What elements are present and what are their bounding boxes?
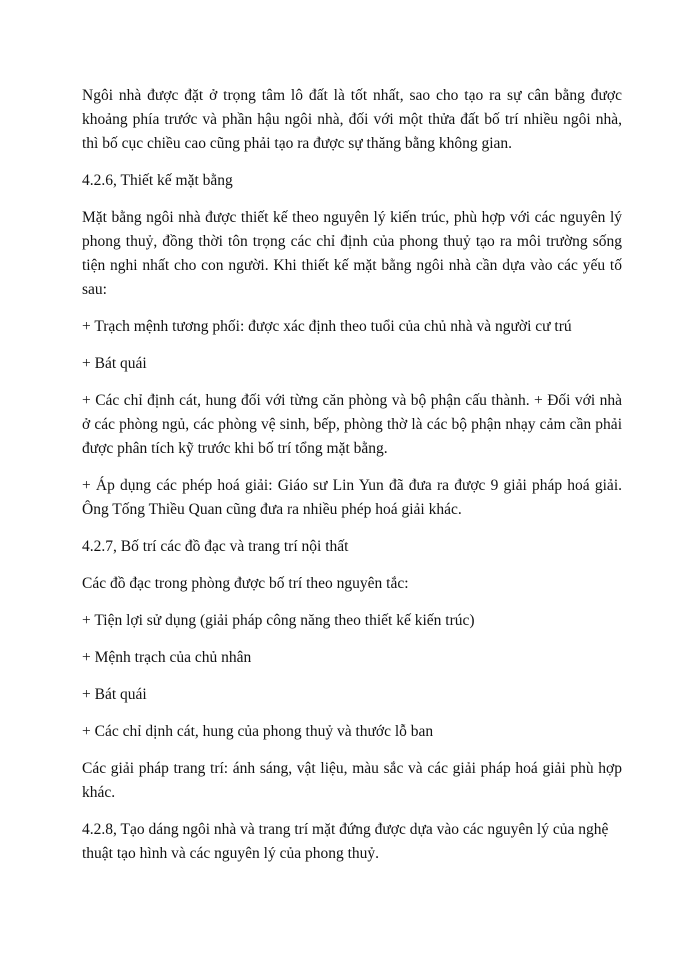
document-body (82, 84, 622, 879)
section-heading-4-2-8: 4.2.8, Tạo dáng ngôi nhà và trang trí mặt đứng được dựa vào các nguyên lý của nghệ thuật tạo hình và các nguyên lý của phong thuỷ. (82, 821, 609, 862)
list-item-hoa-giai: + Áp dụng các phép hoá giải: Giáo sư Lin Yun đã đưa ra được 9 giải pháp hoá giải. Ông Tống Thiều Quan cũng đưa ra nhiều phép hoá giải khác. (82, 477, 622, 518)
paragraph-house-placement: Ngôi nhà được đặt ở trọng tâm lô đất là tốt nhất, sao cho tạo ra sự cân bằng được khoảng phía trước và phần hậu ngôi nhà, đối với một thửa đất bố trí nhiều ngôi nhà, thì bố cục chiều cao cũng phải tạo ra được sự thăng bằng không gian. (82, 87, 622, 152)
section-heading-4-2-6: 4.2.6, Thiết kế mặt bằng (82, 172, 233, 189)
list-item-bat-quai: + Bát quái (82, 355, 147, 372)
list-item-tien-loi: + Tiện lợi sử dụng (giải pháp công năng theo thiết kế kiến trúc) (82, 612, 475, 629)
list-item-menh-trach: + Mệnh trạch của chủ nhân (82, 649, 252, 666)
section-heading-4-2-7: 4.2.7, Bố trí các đồ đạc và trang trí nội thất (82, 538, 349, 555)
list-item-trach-menh: + Trạch mệnh tương phối: được xác định theo tuổi của chủ nhà và người cư trú (82, 318, 572, 335)
list-item-cat-hung-lo-ban: + Các chỉ dịnh cát, hung của phong thuỷ và thước lỗ ban (82, 723, 434, 740)
list-item-bat-quai-2: + Bát quái (82, 686, 147, 703)
list-item-cat-hung-rooms: + Các chỉ định cát, hung đối với từng căn phòng và bộ phận cấu thành. + Đối với nhà ở các phòng ngủ, các phòng vệ sinh, bếp, phòng thờ là các bộ phận nhạy cảm cần phải được phân tích kỹ trước khi bố trí tổng mặt bằng. (82, 392, 622, 457)
paragraph-furniture-principles: Các đồ đạc trong phòng được bố trí theo nguyên tắc: (82, 575, 409, 592)
paragraph-floor-plan-design: Mặt bằng ngôi nhà được thiết kế theo nguyên lý kiến trúc, phù hợp với các nguyên lý phong thuỷ, đồng thời tôn trọng các chỉ định của phong thuỷ tạo ra môi trường sống tiện nghi nhất cho con người. Khi thiết kế mặt bằng ngôi nhà cần dựa vào các yếu tố sau: (82, 209, 622, 298)
paragraph-decoration-solutions: Các giải pháp trang trí: ánh sáng, vật liệu, màu sắc và các giải pháp hoá giải phù hợp khác. (82, 760, 622, 801)
